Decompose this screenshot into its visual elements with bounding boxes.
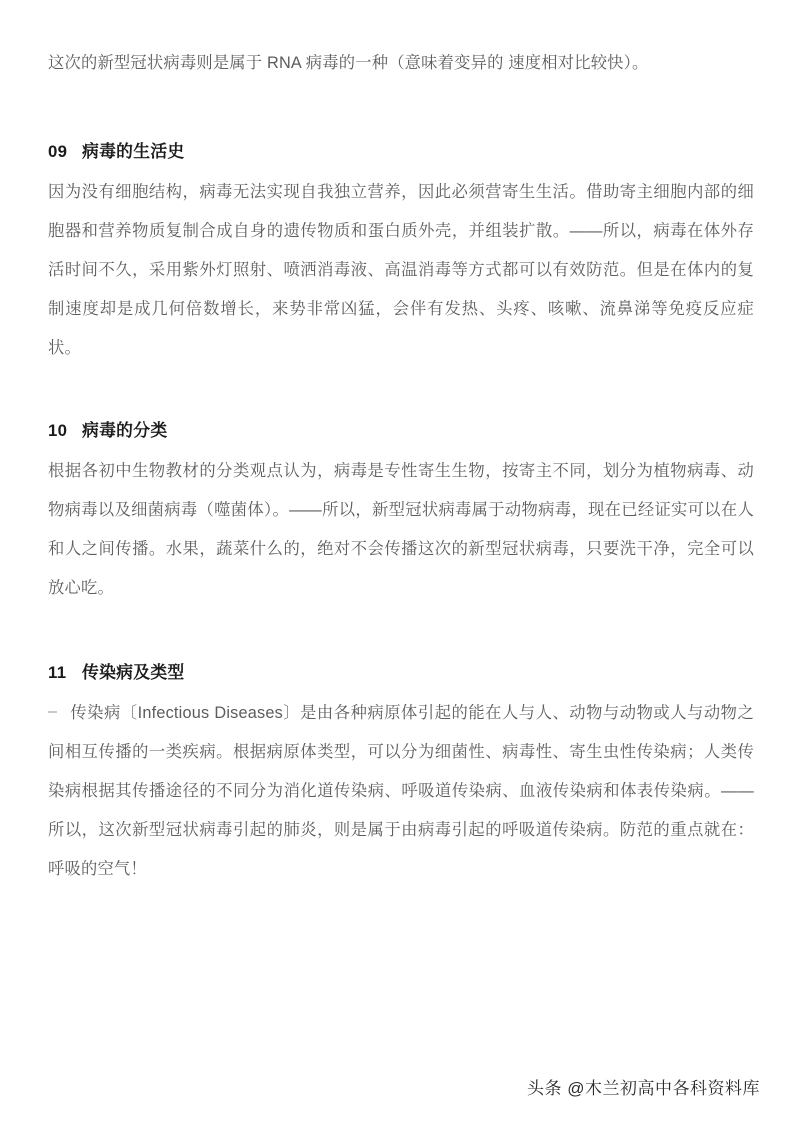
spacer — [48, 83, 754, 139]
section-09-title: 病毒的生活史 — [82, 142, 185, 161]
section-11 — [48, 660, 754, 889]
section-11-body: 传染病〔Infectious Diseases〕是由各种病原体引起的能在人与人、动物与动物或人与动物之间相互传播的一类疾病。根据病原体类型，可以分为细菌性、病毒性、寄生虫性传染病；人类传染病根据其传播途径的不同分为消化道传染病、呼吸道传染病、血液传染病和体表传染病。——所以，这次新型冠状病毒引起的肺炎，则是属于由病毒引起的呼吸道传染病。防范的重点就在：呼吸的空气！ — [48, 704, 754, 878]
section-09-heading — [48, 139, 754, 165]
section-10 — [48, 418, 754, 608]
spacer — [48, 608, 754, 660]
section-10-body: 根据各初中生物教材的分类观点认为，病毒是专性寄生生物，按寄主不同，划分为植物病毒、动物病毒以及细菌病毒（噬菌体）。——所以，新型冠状病毒属于动物病毒，现在已经证实可以在人和人之间传播。水果，蔬菜什么的，绝对不会传播这次的新型冠状病毒，只要洗干净，完全可以放心吃。 — [48, 462, 754, 597]
section-09-body: 因为没有细胞结构，病毒无法实现自我独立营养，因此必须营寄生生活。借助寄主细胞内部的细胞器和营养物质复制合成自身的遗传物质和蛋白质外壳，并组装扩散。——所以，病毒在体外存活时间不久，采用紫外灯照射、喷洒消毒液、高温消毒等方式都可以有效防范。但是在体内的复制速度却是成几何倍数增长，来势非常凶猛，会伴有发热、头疼、咳嗽、流鼻涕等免疫反应症状。 — [48, 183, 754, 357]
document-content — [48, 44, 754, 889]
section-11-body-wrapper — [48, 694, 754, 889]
section-11-heading — [48, 660, 754, 686]
section-10-title: 病毒的分类 — [82, 421, 168, 440]
leading-dash-mark — [48, 711, 57, 713]
section-09-number: 09 — [48, 142, 68, 161]
spacer — [48, 368, 754, 418]
section-10-number: 10 — [48, 421, 68, 440]
watermark-attribution: 头条 @木兰初高中各科资料库 — [527, 1079, 760, 1098]
section-09 — [48, 139, 754, 368]
lead-paragraph: 这次的新型冠状病毒则是属于 RNA 病毒的一种（意味着变异的 速度相对比较快）。 — [48, 54, 649, 72]
section-11-number: 11 — [48, 663, 67, 682]
section-10-heading — [48, 418, 754, 444]
section-11-title: 传染病及类型 — [82, 663, 185, 682]
